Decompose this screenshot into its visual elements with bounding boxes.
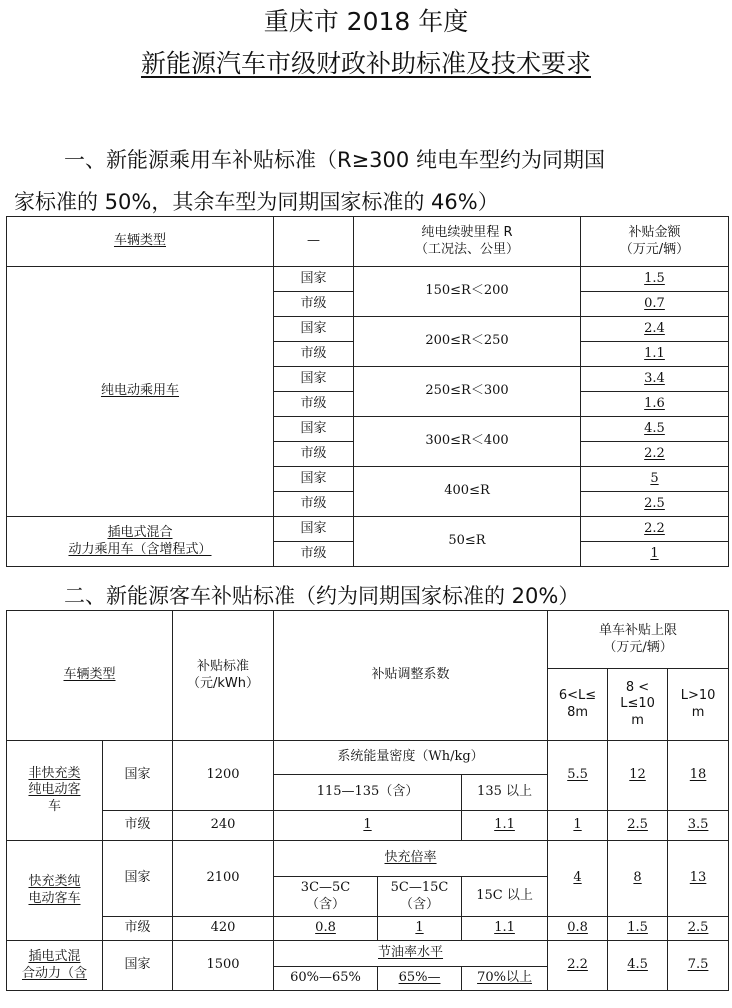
header-len3: L>10 m [668,669,729,741]
cap-len1: 2.2 [548,941,608,991]
cap-len2: 2.5 [608,811,668,841]
coef-title: 系统能量密度（Wh/kg） [274,741,548,775]
level-city: 市级 [274,542,354,567]
level-national: 国家 [103,841,173,917]
amount-national: 2.2 [581,517,729,542]
cap-len1: 5.5 [548,741,608,811]
cap-len3: 3.5 [668,811,729,841]
standard-value: 1200 [173,741,274,811]
cap-len3: 13 [668,841,729,917]
amount-city: 0.7 [581,292,729,317]
coef-option: 115—135（含） [274,775,462,811]
level-city: 市级 [274,392,354,417]
header-len2: 8 < L≤10 m [608,669,668,741]
cap-len2: 8 [608,841,668,917]
coef-option: 15C 以上 [462,877,548,917]
level-national: 国家 [274,367,354,392]
bev-label: 纯电动乘用车 [7,267,274,517]
coef-value: 0.8 [274,917,378,941]
coef-option: 65%— [378,967,462,991]
passenger-car-subsidy-table [6,216,729,567]
cap-len1: 1 [548,811,608,841]
standard-value: 240 [173,811,274,841]
coef-value: 1.1 [462,917,548,941]
coef-option: 70%以上 [462,967,548,991]
table-row [7,811,729,841]
nonfast-label: 非快充类 纯电动客 车 [7,741,103,841]
table-row [7,941,729,967]
level-city: 市级 [274,492,354,517]
level-city: 市级 [274,342,354,367]
cap-len2: 4.5 [608,941,668,991]
coef-option: 135 以上 [462,775,548,811]
standard-value: 2100 [173,841,274,917]
cap-len3: 18 [668,741,729,811]
fast-label: 快充类纯 电动客车 [7,841,103,941]
amount-city: 2.2 [581,442,729,467]
section1-heading-line1: 一、新能源乘用车补贴标准（R≥300 纯电车型约为同期国 [64,148,605,172]
amount-national: 5 [581,467,729,492]
range-cell: 300≤R＜400 [354,417,581,467]
table-header-row [7,611,729,669]
level-national: 国家 [274,317,354,342]
coef-option: 60%—65% [274,967,378,991]
cap-len2: 1.5 [608,917,668,941]
standard-value: 1500 [173,941,274,991]
coef-value: 1 [378,917,462,941]
level-city: 市级 [274,442,354,467]
table-row [7,917,729,941]
table-row [7,517,729,542]
amount-city: 1.6 [581,392,729,417]
table-row [7,267,729,292]
cap-len3: 7.5 [668,941,729,991]
table-header-row [7,217,729,267]
header-vehicle-type: 车辆类型 [7,217,274,267]
header-vehicle-type: 车辆类型 [7,611,173,741]
level-national: 国家 [103,941,173,991]
level-national: 国家 [274,267,354,292]
amount-national: 3.4 [581,367,729,392]
header-len1: 6<L≤ 8m [548,669,608,741]
level-national: 国家 [274,467,354,492]
phev-label: 插电式混合 动力乘用车（含增程式） [7,517,274,567]
standard-value: 420 [173,917,274,941]
amount-city: 1 [581,542,729,567]
coef-value: 1.1 [462,811,548,841]
amount-city: 1.1 [581,342,729,367]
level-national: 国家 [274,417,354,442]
level-city: 市级 [103,811,173,841]
header-dash: — [274,217,354,267]
page-title-line2: 新能源汽车市级财政补助标准及技术要求 [140,49,591,78]
cap-len1: 4 [548,841,608,917]
coef-value: 1 [274,811,462,841]
header-amount: 补贴金额 （万元/辆） [581,217,729,267]
page-title-line1: 重庆市 2018 年度 [263,7,469,36]
header-standard: 补贴标准 （元/kWh） [173,611,274,741]
level-city: 市级 [103,917,173,941]
range-cell: 150≤R＜200 [354,267,581,317]
coef-option: 5C—15C （含） [378,877,462,917]
cap-len3: 2.5 [668,917,729,941]
phev-label: 插电式混 合动力（含 [7,941,103,991]
header-range: 纯电续驶里程 R （工况法、公里） [354,217,581,267]
level-national: 国家 [274,517,354,542]
header-coef: 补贴调整系数 [274,611,548,741]
range-cell: 200≤R＜250 [354,317,581,367]
coef-title: 节油率水平 [274,941,548,967]
header-cap: 单车补贴上限 （万元/辆） [548,611,729,669]
coef-option: 3C—5C （含） [274,877,378,917]
level-city: 市级 [274,292,354,317]
range-cell: 50≤R [354,517,581,567]
section2-heading: 二、新能源客车补贴标准（约为同期国家标准的 20%） [64,584,580,608]
amount-national: 4.5 [581,417,729,442]
range-cell: 250≤R＜300 [354,367,581,417]
level-national: 国家 [103,741,173,811]
coef-title: 快充倍率 [274,841,548,877]
bus-subsidy-table [6,610,729,991]
amount-national: 1.5 [581,267,729,292]
range-cell: 400≤R [354,467,581,517]
table-row [7,741,729,775]
section1-heading-line2: 家标准的 50%，其余车型为同期国家标准的 46%） [14,190,499,214]
cap-len1: 0.8 [548,917,608,941]
cap-len2: 12 [608,741,668,811]
amount-national: 2.4 [581,317,729,342]
amount-city: 2.5 [581,492,729,517]
table-row [7,841,729,877]
